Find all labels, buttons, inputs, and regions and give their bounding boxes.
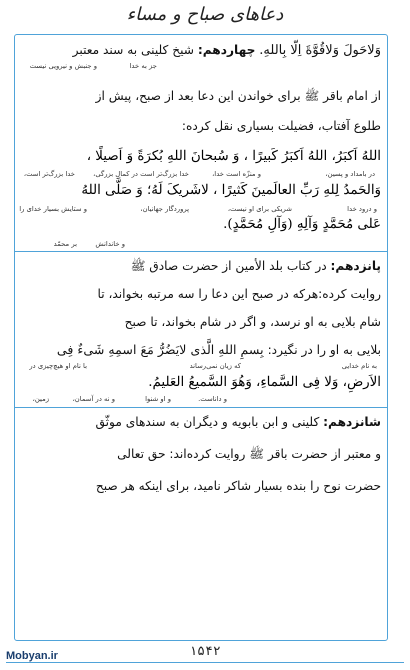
b14-arabic-1: اللهُ اَکبَرُ، اللهُ اَکبَرُ کَبیرًا ، وَ سُبحانَ اللهِ بُکرَةً وَ اَصیلًا ، xyxy=(86,149,381,164)
b14-arabic-3: عَلی مُحَمَّدٍ وَآلِهِ (وَآلِ مُحَمَّدٍ). xyxy=(223,217,381,232)
b14-ar2-trans-4: و درود خدا xyxy=(347,205,377,213)
section-divider xyxy=(15,407,387,408)
b16-line2: و معتبر از حضرت باقر ﷺ روایت کرده‌اند: حق تعالی xyxy=(117,447,381,461)
b14-line1-lead: چهاردهم: xyxy=(197,43,256,57)
b15-line3: شام بلایی به او نرسد، و اگر در شام بخواند، تا صبح xyxy=(124,315,381,329)
b15-ar5-trans-1: زمین، xyxy=(32,395,49,403)
b15-line1 xyxy=(131,257,381,275)
b14-ar2-trans-3: شریکی برای او نیست، xyxy=(227,205,292,213)
b14-line1-rest: شیخ کلینی به سند معتبر xyxy=(72,43,194,57)
page-title: دعاهای صباح و مساء xyxy=(126,4,284,25)
b14-ar1-trans-3: و منزّه است خدا، xyxy=(212,170,261,178)
content-frame xyxy=(14,34,388,641)
b15-line1-rest: در کتاب بلد الأمین از حضرت صادق ﷺ xyxy=(130,259,327,273)
section-divider xyxy=(15,251,387,252)
b15-line4-arabic: بِسمِ اللهِ الَّذی لایَضُرُّ مَعَ اسمِهِ شَیءٌ فِی xyxy=(56,342,264,357)
page-number: ۱۵۴۲ xyxy=(189,644,221,659)
b14-line1-arabic: وَلاحَولَ وَلاقُوَّةَ اِلّا بِاللهِ. xyxy=(259,43,381,58)
b15-line4-trans-3: به نام خدایی xyxy=(341,362,377,370)
b14-line3: طلوع آفتاب، فضیلت بسیاری نقل کرده: xyxy=(181,119,381,133)
b15-ar5-trans-2: و نه در آسمان، xyxy=(72,395,115,403)
b16-line1-rest: کلینی و ابن بابویه و دیگران به سندهای موثّق xyxy=(95,415,320,429)
b14-line1 xyxy=(73,41,381,60)
b15-arabic-5: الاَرضِ، وَلا فِی السَّماءِ، وَهُوَ السَّمیعُ العَلیمُ. xyxy=(148,375,381,390)
b16-line3: حضرت نوح را بنده بسیار شاکر نامید، برای اینکه هر صبح xyxy=(95,479,381,493)
b14-trans-left: جز به خدا xyxy=(129,62,157,70)
b16-line1 xyxy=(95,413,381,431)
b14-ar1-trans-4: در بامداد و پسین، xyxy=(325,170,375,178)
b15-line2: روایت کرده:هرکه در صبح این دعا را سه مرتبه بخواند، تا xyxy=(97,287,381,301)
b14-ar2-trans-2: پروردگار جهانیان، xyxy=(140,205,189,213)
b15-ar5-trans-4: و داناست. xyxy=(198,395,227,403)
b14-ar1-trans-2: خدا بزرگ‌تر است در کمال بزرگی، xyxy=(93,170,189,178)
b15-line4-text: بلایی به او را در نگیرد: xyxy=(267,343,381,357)
b15-line4 xyxy=(57,341,381,359)
b14-trans-right: و جنبش و نیرویی نیست xyxy=(29,62,97,70)
b15-ar5-trans-3: و او شنوا xyxy=(145,395,171,403)
b16-line1-lead: شانزدهم: xyxy=(323,415,381,429)
b14-line2: از امام باقر ﷺ برای خواندن این دعا بعد از صبح، پیش از xyxy=(95,89,381,103)
b15-line1-lead: پانزدهم: xyxy=(330,259,381,273)
b14-ar3-trans-2: و خاندانش xyxy=(95,240,125,248)
b15-line4-trans-2: که زیان نمی‌رساند xyxy=(189,362,241,370)
b14-ar1-trans-1: خدا بزرگ‌تر است، xyxy=(23,170,75,178)
b14-ar2-trans-1: و ستایش بسیار خدای را xyxy=(19,205,87,213)
b15-line4-trans-1: با نام او هیچ‌چیزی در xyxy=(29,362,87,370)
b14-ar3-trans-1: بر محمّد xyxy=(53,240,77,248)
b14-arabic-2: وَالحَمدُ لِلهِ رَبِّ العالَمینَ کَثیرًا ، لاشَریکَ لَهُ؛ وَ صَلَّی اللهُ xyxy=(81,183,381,198)
bottom-rule xyxy=(6,662,404,663)
site-watermark[interactable]: Mobyan.ir xyxy=(6,650,58,662)
